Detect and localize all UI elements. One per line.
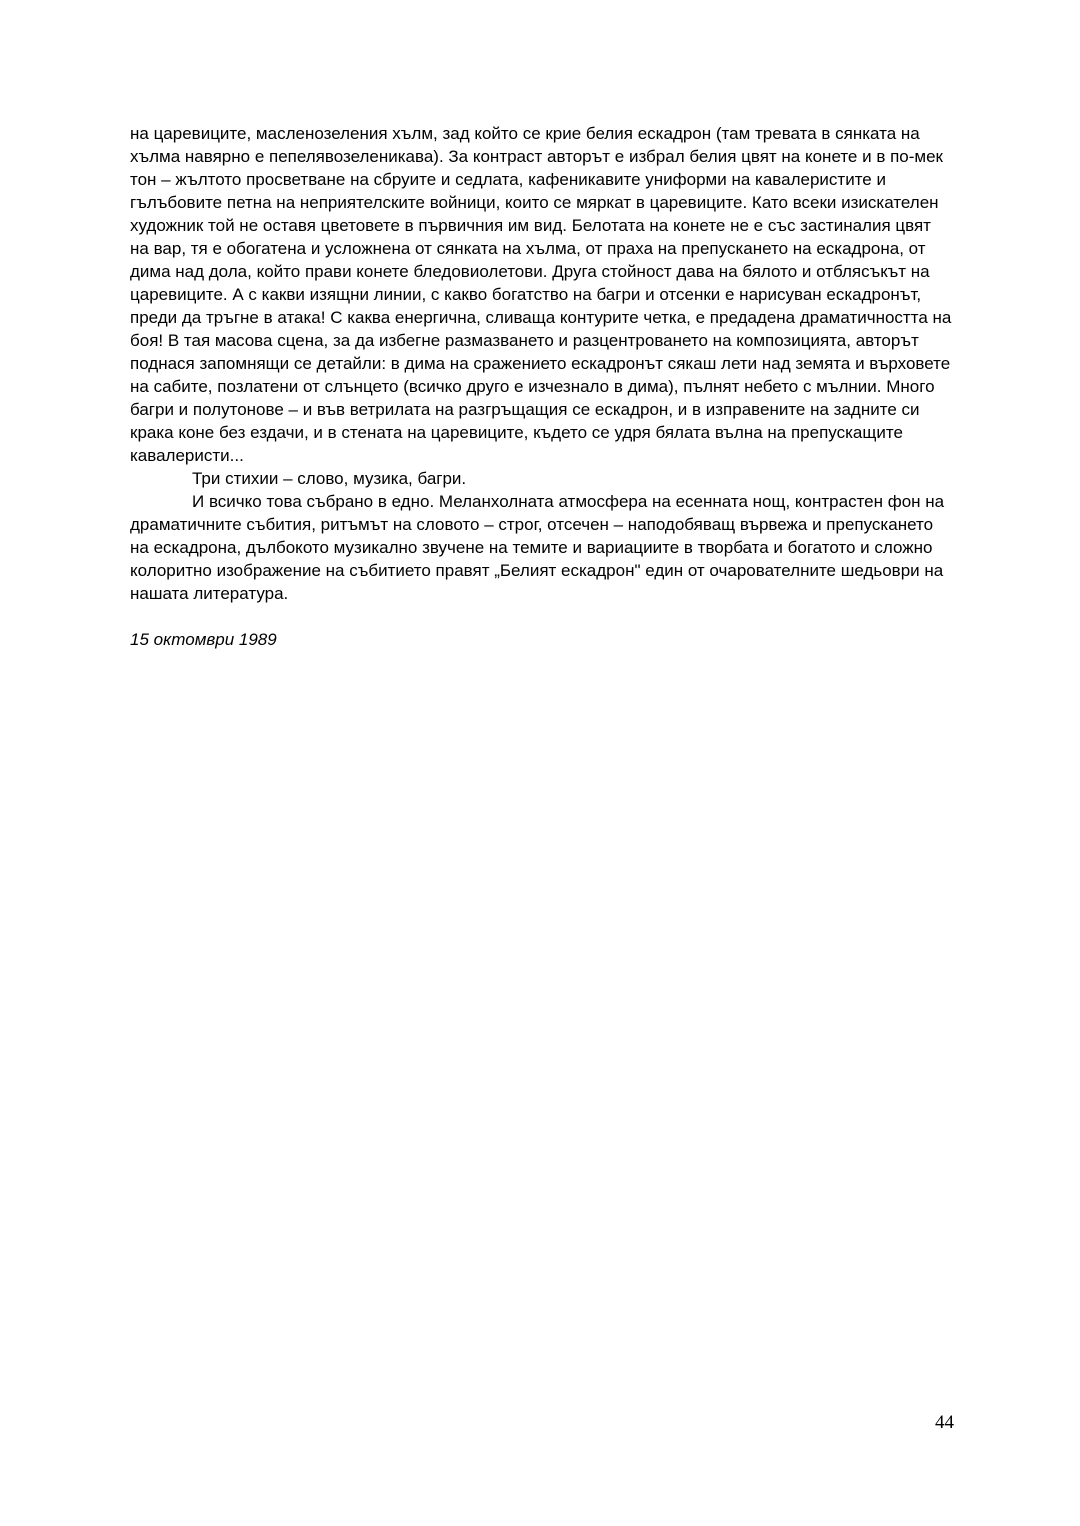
page-number: 44	[935, 1412, 954, 1433]
text-block	[130, 122, 954, 651]
date-line: 15 октомври 1989	[130, 630, 277, 649]
body-paragraph: на царевиците, масленозеления хълм, зад който се крие белия ескадрон (там тревата в сянката на хълма навярно е пепелявозеленикава). За контраст авторът е избрал белия цвят на конете и в по-мек тон – жълтото просветване на сбруите и седлата, кафеникавите униформи на кавалеристите и гълъбовите петна на неприятелските войници, които се мяркат в царевиците. Като всеки изискателен художник той не оставя цветовете в първичния им вид. Белотата на конете не е със застиналия цвят на вар, тя е обогатена и усложнена от сянката на хълма, от праха на препускането на ескадрона, от дима над дола, който прави конете бледовиолетови. Друга стойност дава на бялото и отблясъкът на царевиците. А с какви изящни линии, с какво богатство на багри и отсенки е нарисуван ескадронът, преди да тръгне в атака! С каква енергична, сливаща контурите четка, е предадена драматичността на боя! В тая масова сцена, за да избегне размазването и разцентроването на композицията, авторът поднася запомнящи се детайли: в дима на сражението ескадронът сякаш лети над земята и върховете на сабите, позлатени от слънцето (всичко друго е изчезнало в дима), пълнят небето с мълнии. Много багри и полутонове – и във ветрилата на разгръщащия се ескадрон, и в изправените на задните си крака коне без ездачи, и в стената на царевиците, където се удря бялата вълна на препускащите кавалеристи...	[130, 124, 952, 465]
body-paragraph: И всичко това събрано в едно. Меланхолната атмосфера на есенната нощ, контрастен фон на драматичните събития, ритъмът на словото – строг, отсечен – наподобяващ вървежа и препускането на ескадрона, дълбокото музикално звучене на темите и вариациите в творбата и богатото и сложно колоритно изображение на събитието правят „Белият ескадрон" един от очарователните шедьоври на нашата литература.	[130, 492, 945, 603]
body-paragraph: Три стихии – слово, музика, багри.	[192, 469, 467, 488]
